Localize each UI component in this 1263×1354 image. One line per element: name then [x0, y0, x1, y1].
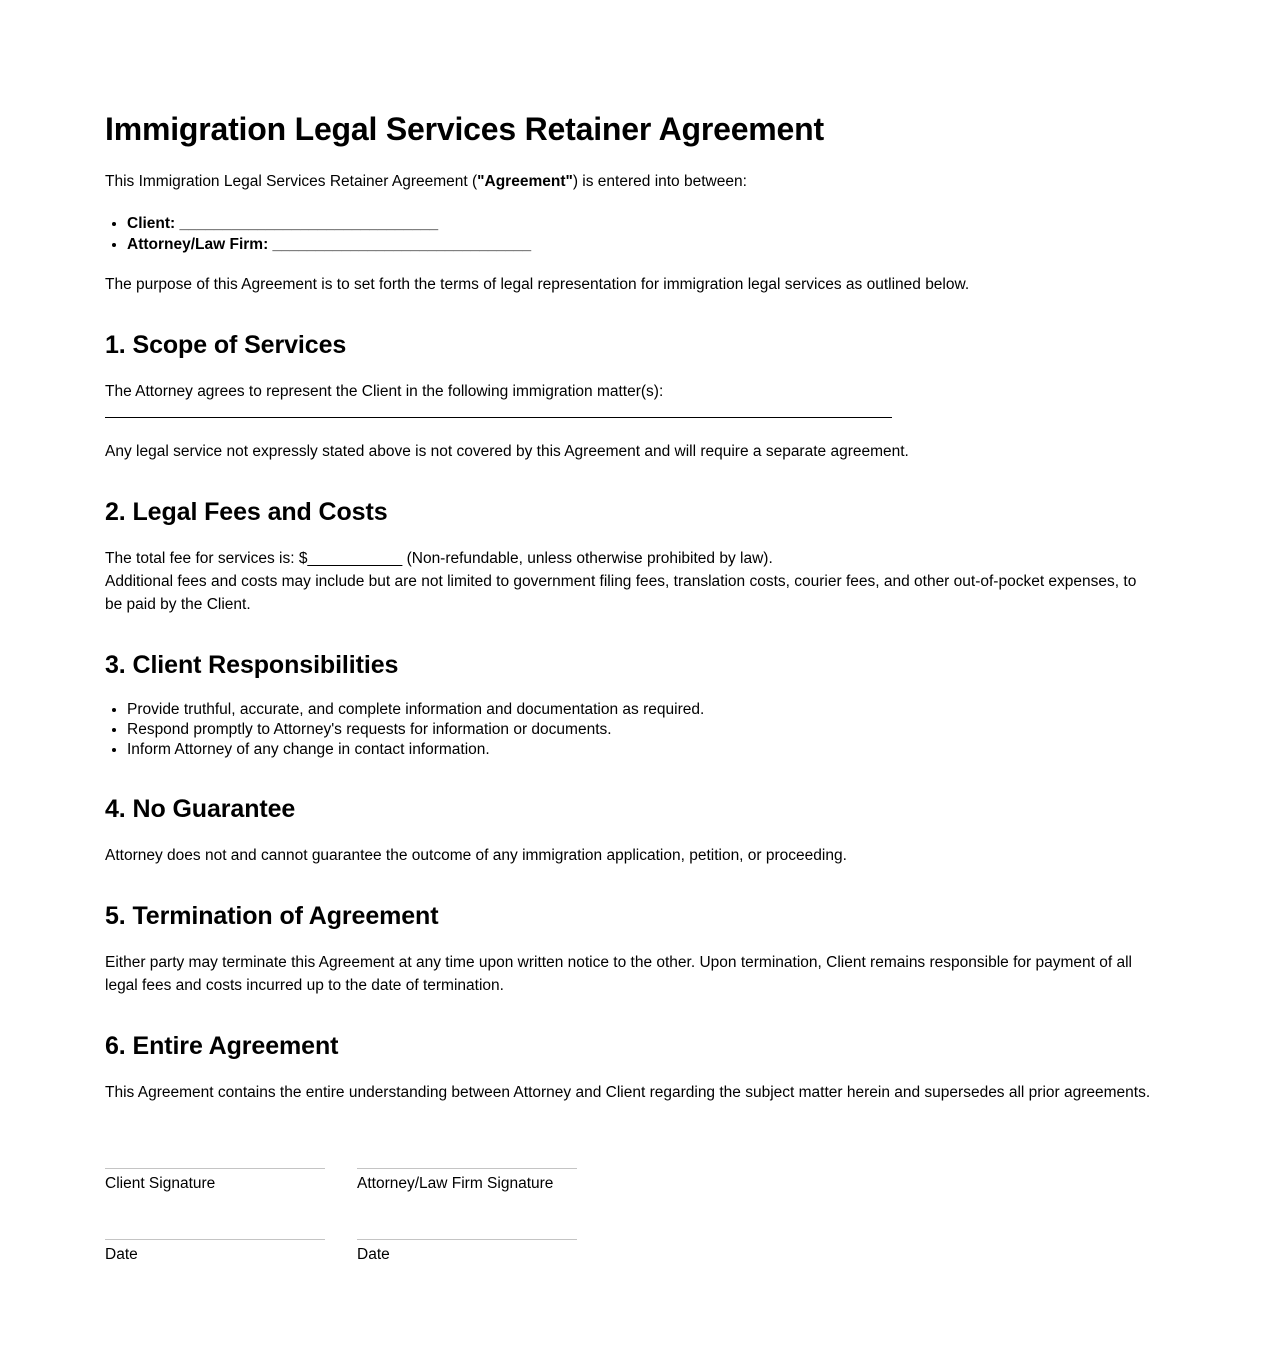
- signature-column-client: [105, 1168, 325, 1266]
- client-date-line[interactable]: [105, 1239, 325, 1240]
- page-title: Immigration Legal Services Retainer Agreement: [105, 111, 824, 147]
- scope-outro-paragraph: Any legal service not expressly stated above is not covered by this Agreement and will require a separate agreement.: [105, 443, 909, 460]
- spacer: [357, 1195, 577, 1239]
- attorney-signature-line[interactable]: [357, 1168, 577, 1169]
- fee-paragraph: [105, 547, 1157, 570]
- no-guarantee-paragraph: Attorney does not and cannot guarantee the outcome of any immigration application, petition, or proceeding.: [105, 847, 847, 864]
- attorney-blank-field[interactable]: ______________________________: [272, 236, 532, 253]
- heading-scope-of-services: 1. Scope of Services: [105, 331, 347, 359]
- list-item-attorney: [127, 234, 1157, 255]
- entire-agreement-paragraph: This Agreement contains the entire understanding between Attorney and Client regarding the subject matter herein and supersedes all prior agreements.: [105, 1084, 1151, 1101]
- client-signature-label: Client Signature: [105, 1175, 216, 1192]
- client-blank-field[interactable]: ______________________________: [179, 215, 439, 232]
- client-label: Client:: [127, 215, 176, 232]
- signature-column-attorney: [357, 1168, 577, 1266]
- purpose-paragraph: The purpose of this Agreement is to set forth the terms of legal representation for immigration legal services as outlined below.: [105, 276, 970, 293]
- list-item: • Provide truthful, accurate, and complete information and documentation as required.: [127, 700, 1157, 720]
- agreement-term: "Agreement": [477, 173, 573, 190]
- intro-text-after: ) is entered into between:: [572, 173, 747, 190]
- heading-no-guarantee: 4. No Guarantee: [105, 795, 296, 823]
- party-list: [105, 213, 1157, 255]
- attorney-date-label: Date: [357, 1246, 390, 1263]
- attorney-date-line[interactable]: [357, 1239, 577, 1240]
- list-item: • Respond promptly to Attorney's requests for information or documents.: [127, 720, 1157, 740]
- heading-legal-fees-and-costs: 2. Legal Fees and Costs: [105, 498, 388, 526]
- spacer: [105, 255, 1157, 273]
- termination-paragraph: Either party may terminate this Agreement at any time upon written notice to the other. Upon termination, Client remains responsible for payment of all legal fees and costs incurred up to the date of termination.: [105, 954, 1132, 994]
- list-item: • Inform Attorney of any change in contact information.: [127, 740, 1157, 760]
- fee-blank-field[interactable]: ___________: [307, 550, 403, 567]
- scope-blank-rule[interactable]: [105, 417, 892, 418]
- document-body: [105, 110, 1157, 1266]
- heading-client-responsibilities: 3. Client Responsibilities: [105, 651, 399, 679]
- client-date-label: Date: [105, 1246, 138, 1263]
- intro-paragraph: [105, 170, 1157, 193]
- attorney-signature-label: Attorney/Law Firm Signature: [357, 1175, 554, 1192]
- attorney-label: Attorney/Law Firm:: [127, 236, 269, 253]
- heading-termination-of-agreement: 5. Termination of Agreement: [105, 902, 439, 930]
- spacer: [105, 203, 1157, 213]
- additional-fees-paragraph: Additional fees and costs may include but are not limited to government filing fees, translation costs, courier fees, and other out-of-pocket expenses, to be paid by the Client.: [105, 573, 1137, 613]
- fee-text-after: (Non-refundable, unless otherwise prohibited by law).: [402, 550, 773, 567]
- heading-entire-agreement: 6. Entire Agreement: [105, 1032, 339, 1060]
- client-signature-line[interactable]: [105, 1168, 325, 1169]
- signature-block: [105, 1168, 1157, 1266]
- list-item-client: [127, 213, 1157, 234]
- fee-text-before: The total fee for services is: $: [105, 550, 308, 567]
- spacer: [105, 1195, 325, 1239]
- client-responsibilities-list: [105, 700, 1157, 760]
- intro-text-before: This Immigration Legal Services Retainer Agreement (: [105, 173, 478, 190]
- scope-intro-paragraph: The Attorney agrees to represent the Client in the following immigration matter(s):: [105, 383, 664, 400]
